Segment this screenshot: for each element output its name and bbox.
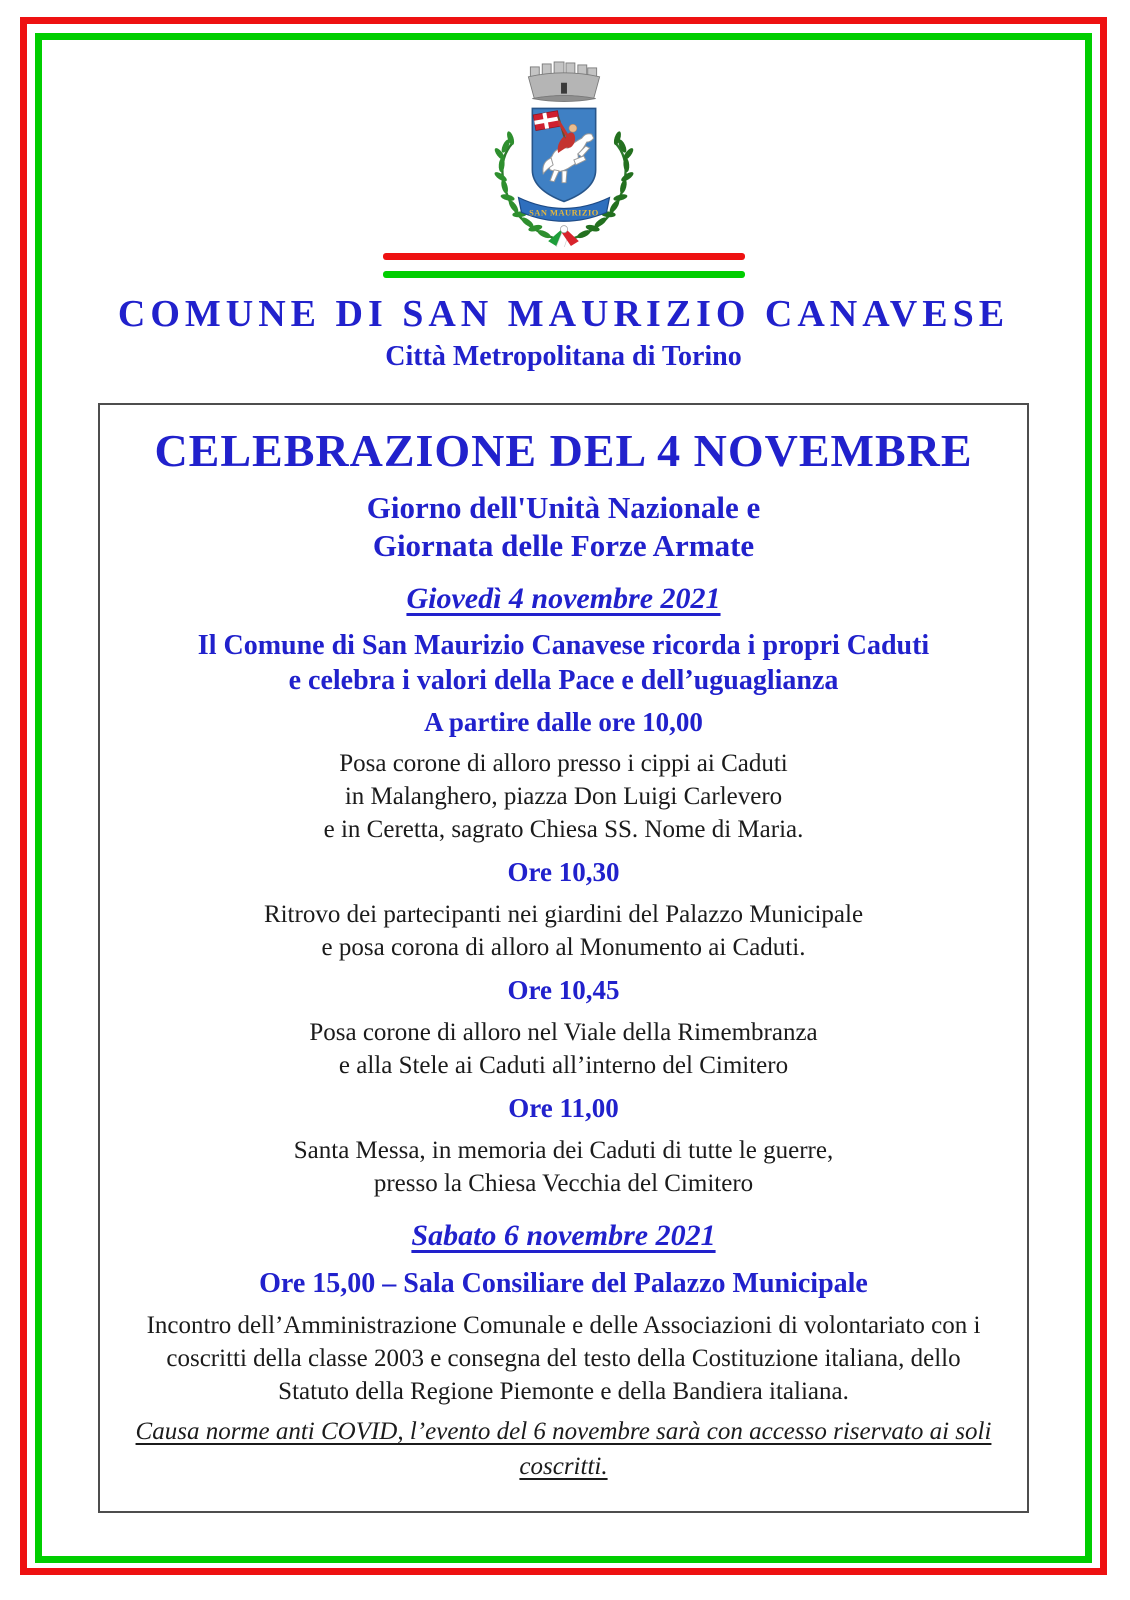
event-box: [98, 403, 1029, 1513]
day2-description-line3: Statuto della Regione Piemonte e della Bandiera italiana.: [278, 1378, 849, 1406]
divider-gap: [383, 260, 745, 271]
schedule-detail-4-line2: presso la Chiesa Vecchia del Cimitero: [373, 1169, 754, 1197]
event-title: CELEBRAZIONE DEL 4 NOVEMBRE: [154, 424, 973, 476]
schedule-detail-3: [122, 1016, 1005, 1082]
divider-green-bar: [383, 271, 745, 278]
crest-ribbon-text: SAN MAURIZIO: [528, 208, 599, 218]
event-subtitle-line2: Giornata delle Forze Armate: [372, 528, 755, 564]
day2-description-line1: Incontro dell’Amministrazione Comunale e delle Associazioni di volontariato con i: [146, 1312, 981, 1340]
municipal-coat-of-arms: [472, 59, 656, 247]
municipality-title: COMUNE DI SAN MAURIZIO CANAVESE: [117, 293, 1010, 335]
day1-intro: [122, 628, 1005, 698]
schedule-detail-1-line1: Posa corone di alloro presso i cippi ai Caduti: [339, 750, 788, 778]
schedule-detail-4: [122, 1134, 1005, 1200]
event-subtitle-line1: Giorno dell'Unità Nazionale e: [366, 490, 761, 526]
event-subtitle: [122, 489, 1005, 565]
schedule-detail-2-line1: Ritrovo dei partecipanti nei giardini del Palazzo Municipale: [263, 901, 864, 929]
mural-crown-icon: [528, 62, 599, 102]
schedule-detail-4-line1: Santa Messa, in memoria dei Caduti di tutte le guerre,: [293, 1136, 834, 1164]
tricolor-bow-icon: [548, 226, 579, 247]
day1-heading: Giovedì 4 novembre 2021: [406, 582, 721, 616]
schedule-time-3: Ore 10,45: [507, 975, 620, 1006]
schedule-detail-1-line3: e in Ceretta, sagrato Chiesa SS. Nome di Maria.: [323, 816, 804, 844]
tricolor-divider: [383, 253, 745, 278]
covid-notice-line2: coscritti.: [519, 1453, 608, 1481]
schedule-time-1: A partire dalle ore 10,00: [424, 706, 703, 737]
covid-notice-line1: Causa norme anti COVID, l’evento del 6 novembre sarà con accesso riservato ai soli: [135, 1418, 992, 1446]
schedule-detail-3-line1: Posa corone di alloro nel Viale della Rimembranza: [309, 1018, 818, 1046]
schedule-detail-3-line2: e alla Stele ai Caduti all’interno del Cimitero: [338, 1051, 789, 1079]
municipality-subtitle: Città Metropolitana di Torino: [385, 340, 742, 372]
schedule-detail-1-line2: in Malanghero, piazza Don Luigi Carlevero: [344, 783, 783, 811]
divider-red-bar: [383, 253, 745, 260]
day1-intro-line2: e celebra i valori della Pace e dell’uguaglianza: [288, 664, 839, 696]
day1-intro-line1: Il Comune di San Maurizio Canavese ricorda i propri Caduti: [197, 629, 930, 661]
day2-description: [122, 1309, 1005, 1408]
schedule-detail-2: [122, 898, 1005, 964]
shield-icon: [532, 108, 595, 201]
schedule-detail-1: [122, 747, 1005, 846]
schedule-time-2: Ore 10,30: [507, 857, 620, 888]
day2-heading: Sabato 6 novembre 2021: [411, 1218, 716, 1252]
covid-notice: [122, 1414, 1005, 1484]
schedule-time-4: Ore 11,00: [508, 1092, 619, 1123]
schedule-detail-2-line2: e posa corona di alloro al Monumento ai Caduti.: [321, 934, 806, 962]
day2-venue: Ore 15,00 – Sala Consiliare del Palazzo Municipale: [259, 1268, 868, 1300]
day2-description-line2: coscritti della classe 2003 e consegna del testo della Costituzione italiana, dello: [166, 1345, 961, 1373]
poster-content: [49, 47, 1078, 1549]
